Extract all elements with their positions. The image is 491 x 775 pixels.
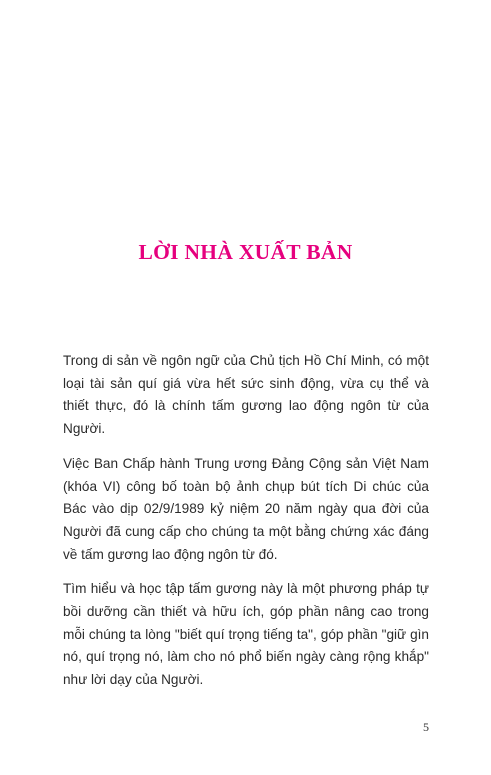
paragraph-3: Tìm hiểu và học tập tấm gương này là một phương pháp tự bồi dưỡng cần thiết và hữu ích, góp phần nâng cao trong mỗi chúng ta lòng "biết quí trọng tiếng ta", góp phần "giữ gìn nó, quí trọng nó, làm cho nó phổ biến ngày càng rộng khắp" như lời dạy của Người. xyxy=(63,581,429,688)
paragraph-2: Việc Ban Chấp hành Trung ương Đảng Cộng sản Việt Nam (khóa VI) công bố toàn bộ ảnh chụp bút tích Di chúc của Bác vào dịp 02/9/1989 kỷ niệm 20 năm ngày qua đời của Người đã cung cấp cho chúng ta một bằng chứng xác đáng về tấm gương lao động ngôn từ đó. xyxy=(63,455,429,562)
paragraph-1: Trong di sản về ngôn ngữ của Chủ tịch Hồ Chí Minh, có một loại tài sản quí giá vừa hết sức sinh động, vừa cụ thể và thiết thực, đó là chính tấm gương lao động ngôn từ của Người. xyxy=(63,353,429,437)
page-number: 5 xyxy=(423,720,429,734)
publisher-foreword xyxy=(63,350,429,704)
page-title: LỜI NHÀ XUẤT BẢN xyxy=(138,240,353,264)
